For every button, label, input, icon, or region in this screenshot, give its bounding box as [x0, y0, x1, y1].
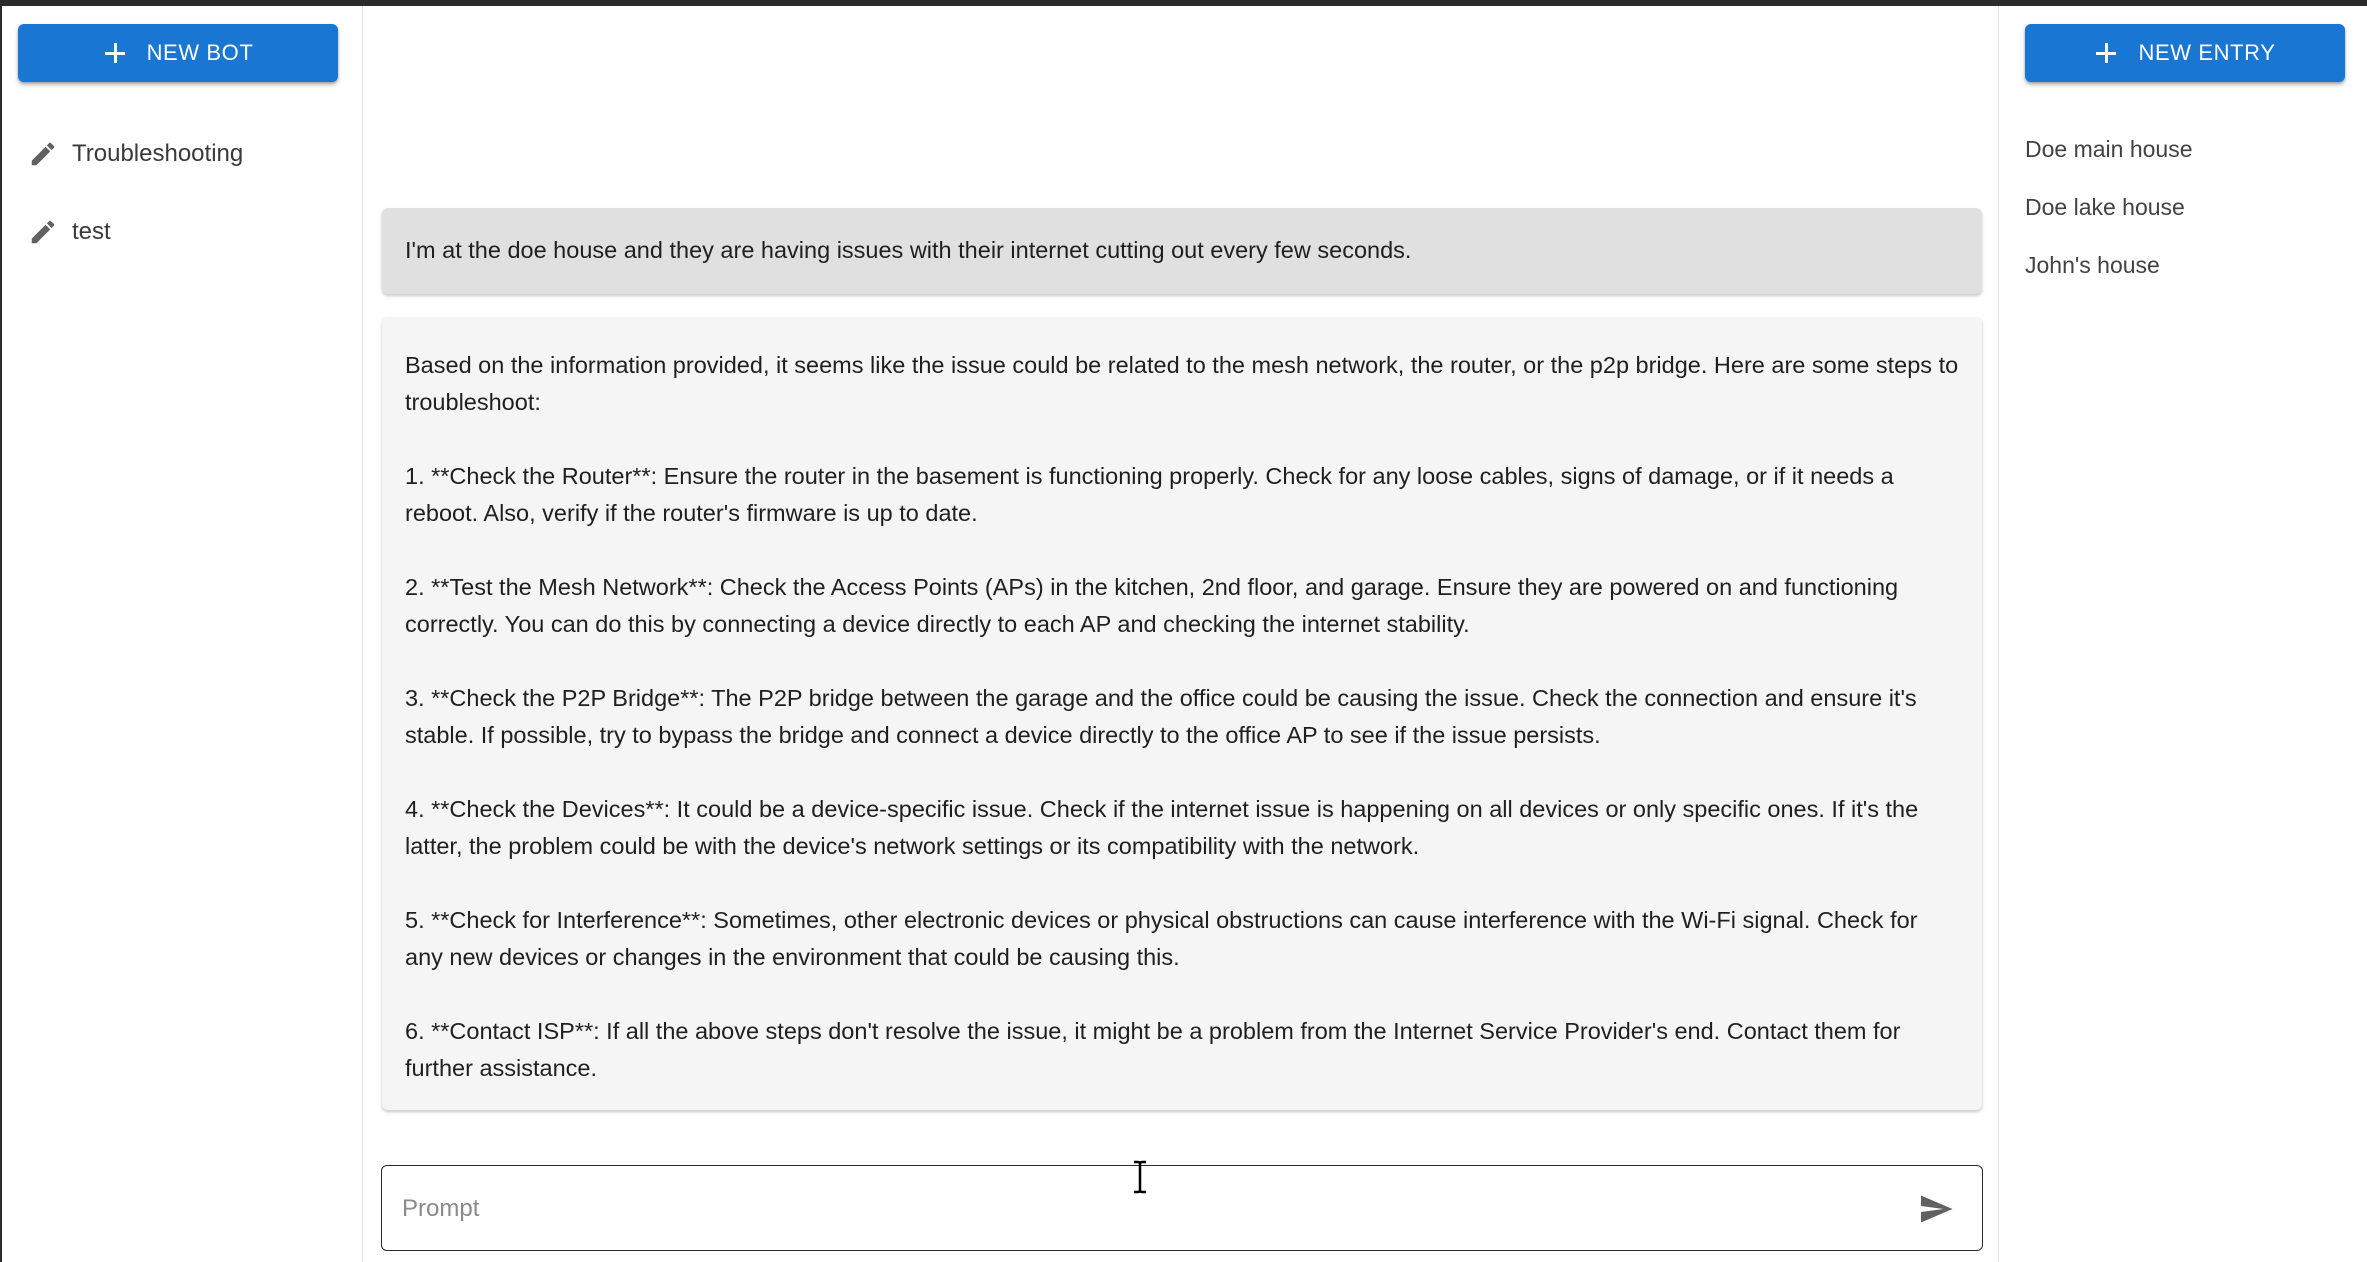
bot-response-paragraph: 3. **Check the P2P Bridge**: The P2P bridge between the garage and the office could be causing the issue. Check the connection and ensure it's stable. If possible, try to bypass the bridge and connect a device directly to the office AP to see if the issue persists. — [405, 685, 1917, 748]
bot-response-paragraph: 2. **Test the Mesh Network**: Check the Access Points (APs) in the kitchen, 2nd floor, and garage. Ensure they are powered on and functioning correctly. You can do this by connecting a device directly to each AP and checking the internet stability. — [405, 574, 1899, 637]
prompt-box — [381, 1165, 1983, 1251]
bot-response — [382, 317, 1982, 1110]
bot-item-label: test — [72, 218, 111, 245]
new-bot-button[interactable] — [18, 24, 338, 82]
bot-item-test[interactable] — [28, 217, 111, 247]
plus-icon — [2094, 41, 2118, 65]
plus-icon — [103, 41, 127, 65]
bot-response-paragraph: 4. **Check the Devices**: It could be a device-specific issue. Check if the internet issue is happening on all devices or only specific ones. If it's the latter, the problem could be with the device's network settings or its compatibility with the network. — [405, 796, 1919, 859]
text-cursor-icon — [1130, 1160, 1150, 1194]
pencil-icon[interactable] — [28, 139, 58, 169]
prompt-input[interactable] — [400, 1188, 1864, 1230]
new-bot-label: NEW BOT — [146, 40, 254, 65]
bot-response-paragraph: Based on the information provided, it seems like the issue could be related to the mesh network, the router, or the p2p bridge. Here are some steps to troubleshoot: — [405, 352, 1959, 415]
entry-item-johns-house[interactable]: John's house — [2025, 252, 2160, 278]
bot-response-paragraph: 1. **Check the Router**: Ensure the router in the basement is functioning properly. Check for any loose cables, signs of damage, or if it needs a reboot. Also, verify if the router's firmware is up to date. — [405, 463, 1894, 526]
bot-response-paragraph: 5. **Check for Interference**: Sometimes, other electronic devices or physical obstructions can cause interference with the Wi-Fi signal. Check for any new devices or changes in the environment that could be causing this. — [405, 907, 1918, 970]
send-icon[interactable] — [1918, 1191, 1954, 1227]
bots-sidebar — [2, 6, 363, 1262]
entry-item-doe-lake-house[interactable]: Doe lake house — [2025, 194, 2185, 220]
user-message-text: I'm at the doe house and they are having issues with their internet cutting out every few seconds. — [405, 237, 1412, 263]
bot-item-troubleshooting[interactable] — [28, 139, 243, 169]
bot-item-label: Troubleshooting — [72, 140, 244, 167]
chat-panel — [363, 6, 1998, 1262]
entry-item-doe-main-house[interactable]: Doe main house — [2025, 136, 2193, 162]
user-message — [382, 208, 1982, 294]
pencil-icon[interactable] — [28, 217, 58, 247]
bot-response-paragraph: 6. **Contact ISP**: If all the above steps don't resolve the issue, it might be a problem from the Internet Service Provider's end. Contact them for further assistance. — [405, 1018, 1901, 1081]
entries-sidebar — [1998, 6, 2367, 1262]
new-entry-button[interactable] — [2025, 24, 2345, 82]
new-entry-label: NEW ENTRY — [2138, 40, 2276, 65]
